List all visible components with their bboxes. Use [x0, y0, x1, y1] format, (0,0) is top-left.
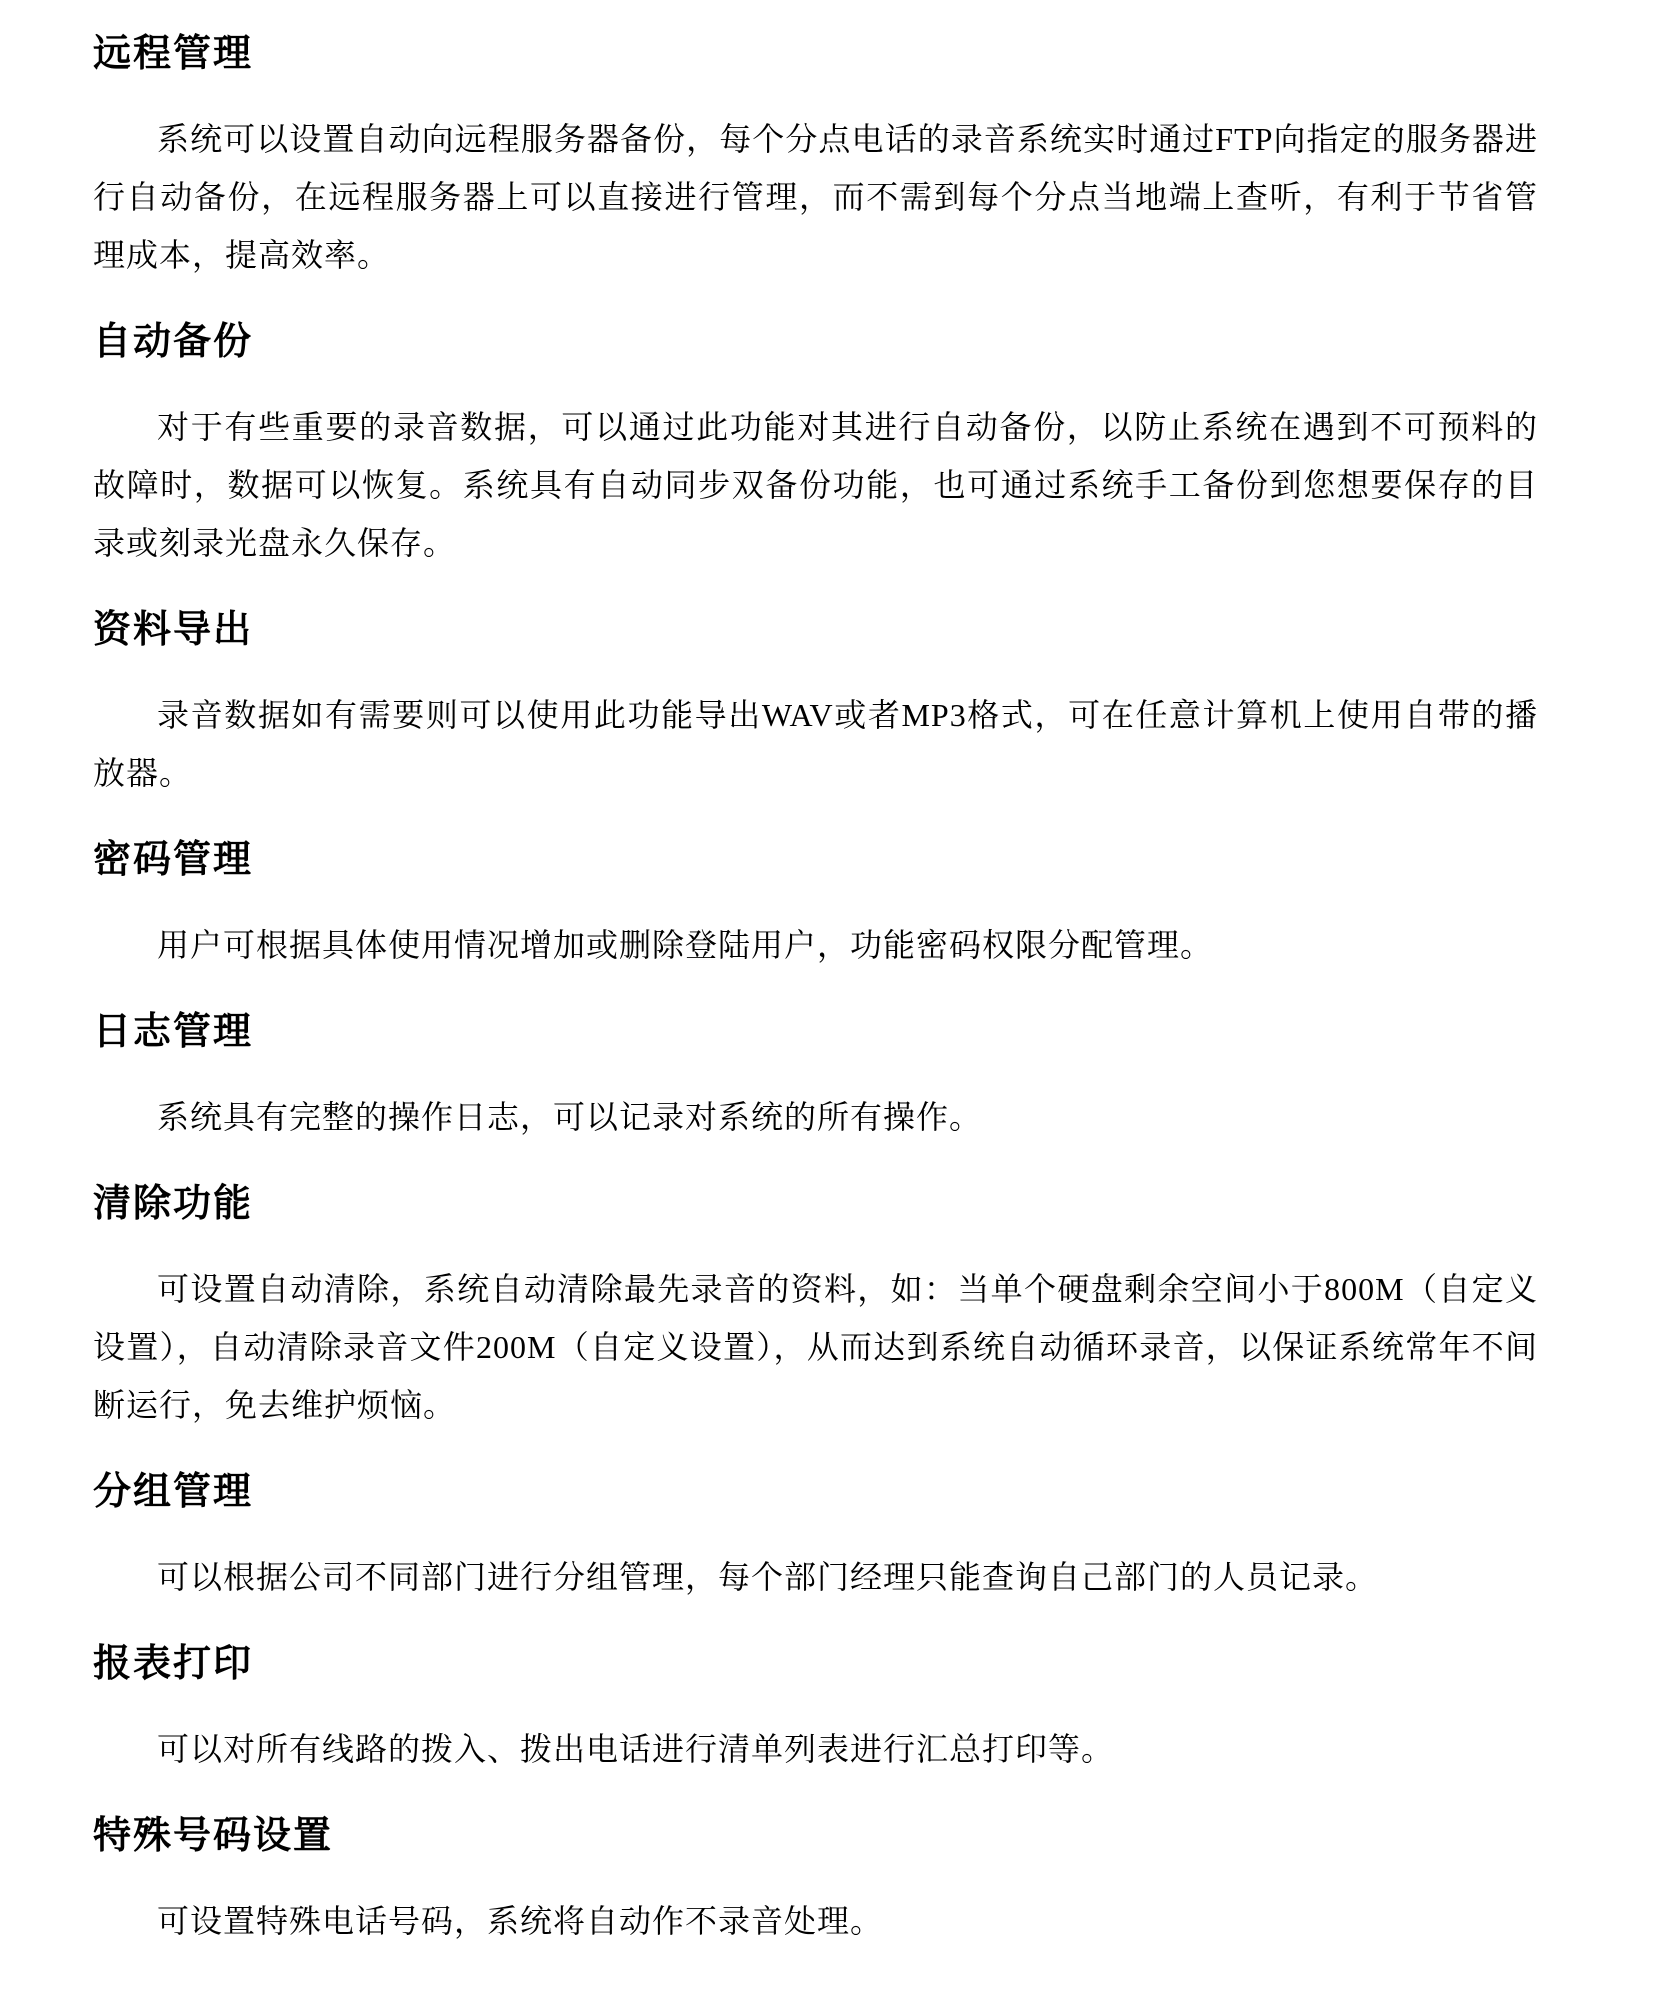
- document-section: [93, 318, 1538, 572]
- section-body: 可设置自动清除，系统自动清除最先录音的资料，如：当单个硬盘剩余空间小于800M（自定义设置），自动清除录音文件200M（自定义设置），从而达到系统自动循环录音，以保证系统常年不间断运行，免去维护烦恼。: [93, 1271, 1538, 1423]
- document-section: [93, 836, 1538, 974]
- section-heading: 远程管理: [93, 33, 254, 75]
- section-heading: 资料导出: [93, 609, 254, 651]
- document-section: [93, 1640, 1538, 1778]
- document-section: [93, 1008, 1538, 1146]
- section-heading: 自动备份: [93, 321, 254, 363]
- section-heading: 特殊号码设置: [93, 1815, 334, 1857]
- section-body: 可以根据公司不同部门进行分组管理，每个部门经理只能查询自己部门的人员记录。: [157, 1559, 1379, 1595]
- document-section: [93, 1812, 1538, 1950]
- document-section: [93, 606, 1538, 802]
- document-section: [93, 1468, 1538, 1606]
- document-section: [93, 30, 1538, 284]
- section-body: 用户可根据具体使用情况增加或删除登陆用户，功能密码权限分配管理。: [157, 927, 1214, 963]
- section-body: 可以对所有线路的拨入、拨出电话进行清单列表进行汇总打印等。: [157, 1731, 1115, 1767]
- section-heading: 报表打印: [93, 1643, 254, 1685]
- section-body: 录音数据如有需要则可以使用此功能导出WAV或者MP3格式，可在任意计算机上使用自带的播放器。: [93, 697, 1538, 791]
- section-body: 可设置特殊电话号码，系统将自动作不录音处理。: [157, 1903, 884, 1939]
- section-heading: 密码管理: [93, 839, 254, 881]
- section-body: 对于有些重要的录音数据，可以通过此功能对其进行自动备份，以防止系统在遇到不可预料的故障时，数据可以恢复。系统具有自动同步双备份功能，也可通过系统手工备份到您想要保存的目录或刻录光盘永久保存。: [93, 409, 1538, 561]
- section-heading: 清除功能: [93, 1183, 254, 1225]
- section-heading: 日志管理: [93, 1011, 254, 1053]
- section-heading: 分组管理: [93, 1471, 254, 1513]
- section-body: 系统具有完整的操作日志，可以记录对系统的所有操作。: [157, 1099, 983, 1135]
- section-body: 系统可以设置自动向远程服务器备份，每个分点电话的录音系统实时通过FTP向指定的服务器进行自动备份，在远程服务器上可以直接进行管理，而不需到每个分点当地端上查听，有利于节省管理成本，提高效率。: [93, 121, 1538, 273]
- document-section: [93, 1180, 1538, 1434]
